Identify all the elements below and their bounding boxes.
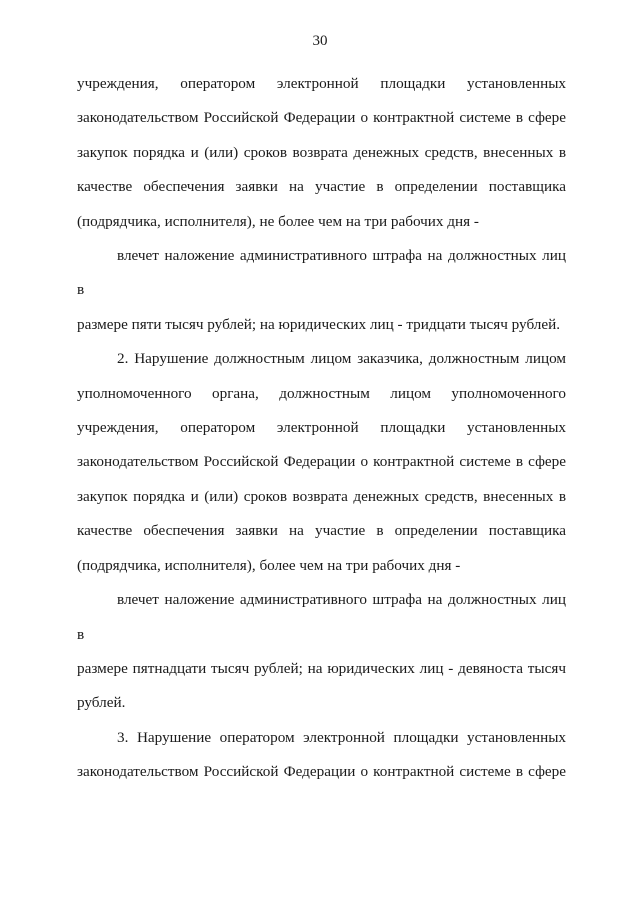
text-line: рублей. <box>77 694 126 712</box>
text-line: законодательством Российской Федерации о контрактной системе в сфере <box>77 109 566 127</box>
text-line: (подрядчика, исполнителя), более чем на три рабочих дня - <box>77 556 461 574</box>
page-number: 30 <box>312 33 328 49</box>
text-line: закупок порядка и (или) сроков возврата денежных средств, внесенных в <box>77 487 566 505</box>
text-line: влечет наложение административного штрафа на должностных лиц в <box>77 247 566 299</box>
text-line: качестве обеспечения заявки на участие в определении поставщика <box>77 522 566 540</box>
text-line: законодательством Российской Федерации о контрактной системе в сфере <box>77 763 566 781</box>
text-line: уполномоченного органа, должностным лицом уполномоченного <box>77 384 566 402</box>
text-line: качестве обеспечения заявки на участие в определении поставщика <box>77 178 566 196</box>
text-line: учреждения, оператором электронной площадки установленных <box>77 75 566 92</box>
text-line: учреждения, оператором электронной площадки установленных <box>77 419 566 437</box>
text-line: размере пятнадцати тысяч рублей; на юридических лиц - девяноста тысяч <box>77 659 566 677</box>
document-body <box>77 67 566 790</box>
text-line: 2. Нарушение должностным лицом заказчика, должностным лицом <box>117 350 566 368</box>
text-line: 3. Нарушение оператором электронной площадки установленных <box>117 728 566 746</box>
text-line: влечет наложение административного штрафа на должностных лиц в <box>77 591 566 643</box>
text-line: размере пяти тысяч рублей; на юридических лиц - тридцати тысяч рублей. <box>77 315 561 333</box>
text-line: законодательством Российской Федерации о контрактной системе в сфере <box>77 453 566 471</box>
text-line: закупок порядка и (или) сроков возврата денежных средств, внесенных в <box>77 143 566 161</box>
text-line: (подрядчика, исполнителя), не более чем на три рабочих дня - <box>77 212 479 230</box>
